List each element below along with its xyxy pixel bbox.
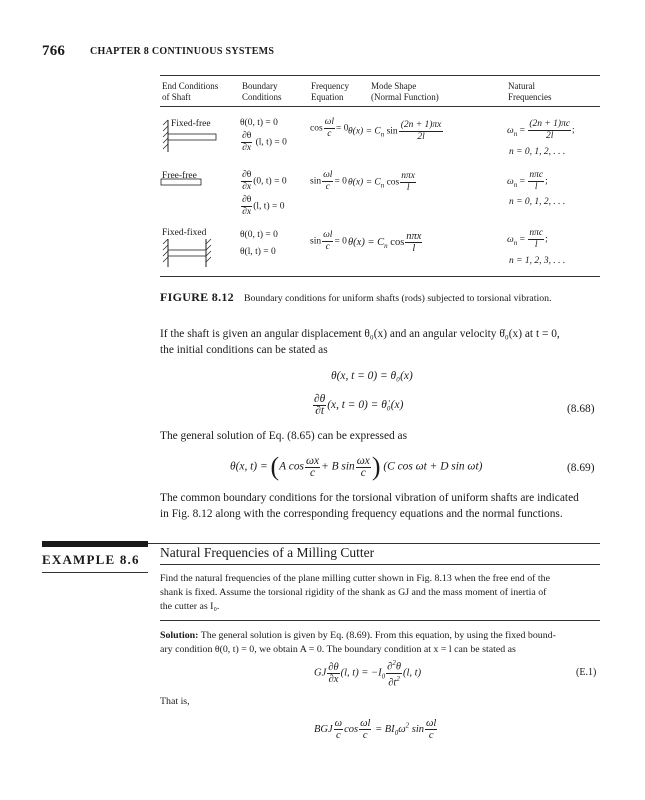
row2-freq-eq: sin $\frac{\omega l}{c}$ = 0 (310, 170, 347, 192)
row1-freq-eq: cos $\frac{\omega l}{c}$ = 0 (310, 117, 349, 139)
row2-n-values: n = 0, 1, 2, . . . (509, 197, 566, 207)
equation-number-e1: (E.1) (576, 667, 597, 678)
equation-ic1: θ(x, t = 0) = θ₀(x) (331, 370, 413, 382)
row3-natural-freq: $\omega_n$ = $\frac{\text{nπc}}{l}$ ; (507, 228, 548, 250)
row-fixed-fixed-label: Fixed-fixed (162, 228, 207, 238)
col-header-natural-freq: Natural Frequencies (508, 81, 552, 102)
row3-mode-shape: $\theta(x) = C_n$ cos $\frac{\text{nπx}}{l}$ (348, 231, 422, 254)
example-label: EXAMPLE 8.6 (42, 552, 140, 567)
paragraph-initial-conditions: If the shaft is given an angular displacement θ₀(x) and an angular velocity θ̇₀(x) at t = 0, the initial conditions can be stated as (160, 328, 560, 356)
equation-e2: BGJ $\frac{\omega}{c}$ cos $\frac{\omega l}{c}$ = $BI_0\omega^2$ sin $\frac{\omega l}{c}$ (314, 718, 437, 741)
equation-ic2: $\frac{\partial\theta}{\partial t}$ (x, t = 0) = θ̇₀(x) (314, 393, 404, 417)
equation-general-solution: θ(x, t) = (A cos $\frac{\omega x}{c}$ + B sin $\frac{\omega x}{c}$ ) (C cos ωt + D sin ωt) (230, 452, 483, 481)
col-header-mode-shape: Mode Shape (Normal Function) (371, 81, 439, 102)
solution-text: Solution: The general solution is given by Eq. (8.69). From this equation, by using the fixed bound- ary condition θ(0, t) = 0, we obtain A = 0. The boundary condition at x = l can be stated as (160, 630, 556, 655)
row1-bc: θ(0, t) = 0 $\frac{\partial\theta}{\partial x}$ (l, t) = 0 (240, 118, 287, 153)
equation-number-8-68: (8.68) (567, 403, 595, 415)
row3-freq-eq: sin $\frac{\omega l}{c}$ = 0 (310, 230, 347, 252)
table-top-rule (160, 75, 600, 76)
table-bottom-rule (160, 276, 600, 277)
row-free-free-label: Free-free (162, 171, 197, 181)
example-statement: Find the natural frequencies of the plane milling cutter shown in Fig. 8.13 when the free end of the shank is fixed. Assume the torsional rigidity of the shank as GJ and the mass moment of inertia of the cutter as I₀. (160, 573, 550, 612)
that-is-text: That is, (160, 696, 190, 707)
example-label-underline (42, 572, 148, 573)
row2-mode-shape: $\theta(x) = C_n$ cos $\frac{\text{nπx}}{l}$ (348, 171, 415, 193)
col-header-boundary: Boundary Conditions (242, 81, 282, 102)
chapter-title: CHAPTER 8 CONTINUOUS SYSTEMS (90, 46, 275, 57)
example-heavy-rule (42, 541, 148, 547)
paragraph-general-solution: The general solution of Eq. (8.65) can be expressed as (160, 430, 408, 442)
row1-n-values: n = 0, 1, 2, . . . (509, 147, 566, 157)
row1-mode-shape: $\theta(x) = C_n$ sin $\frac{(2n + 1)\pi x}{2l}$ (348, 120, 442, 142)
figure-caption: FIGURE 8.12 Boundary conditions for uniform shafts (rods) subjected to torsional vibration. (160, 290, 552, 304)
example-statement-rule (160, 620, 600, 621)
row2-natural-freq: $\omega_n$ = $\frac{\text{nπc}}{l}$ ; (507, 170, 548, 192)
page-number: 766 (42, 43, 66, 59)
table-header-rule (160, 106, 600, 107)
row-fixed-free-label: Fixed-free (171, 119, 211, 129)
row3-n-values: n = 1, 2, 3, . . . (509, 256, 566, 266)
example-title: Natural Frequencies of a Milling Cutter (160, 545, 375, 560)
col-header-end-conditions: End Conditions of Shaft (162, 81, 219, 102)
row3-bc: θ(0, t) = 0 θ(l, t) = 0 (240, 230, 278, 257)
row2-bc: $\frac{\partial\theta}{\partial x}$ (0, t) = 0 $\frac{\partial\theta}{\partial x}$ (l, t) = 0 (242, 170, 287, 217)
equation-e1: GJ $\frac{\partial\theta}{\partial x}$ (l, $t) = -I_0$ $\frac{\partial^2\theta}{\partial t^2}$ (l, t) (314, 659, 422, 688)
example-title-rule (160, 564, 600, 565)
row1-natural-freq: $\omega_n$ = $\frac{(2n + 1)\pi c}{2l}$ ; (507, 119, 575, 141)
paragraph-boundary-conditions: The common boundary conditions for the torsional vibration of uniform shafts are indicated in Fig. 8.12 along with the corresponding frequency equations and the normal functions. (160, 492, 579, 520)
col-header-frequency: Frequency Equation (311, 81, 349, 102)
equation-number-8-69: (8.69) (567, 462, 595, 474)
fixed-fixed-shaft-icon (160, 237, 216, 269)
example-thin-rule (148, 543, 600, 544)
